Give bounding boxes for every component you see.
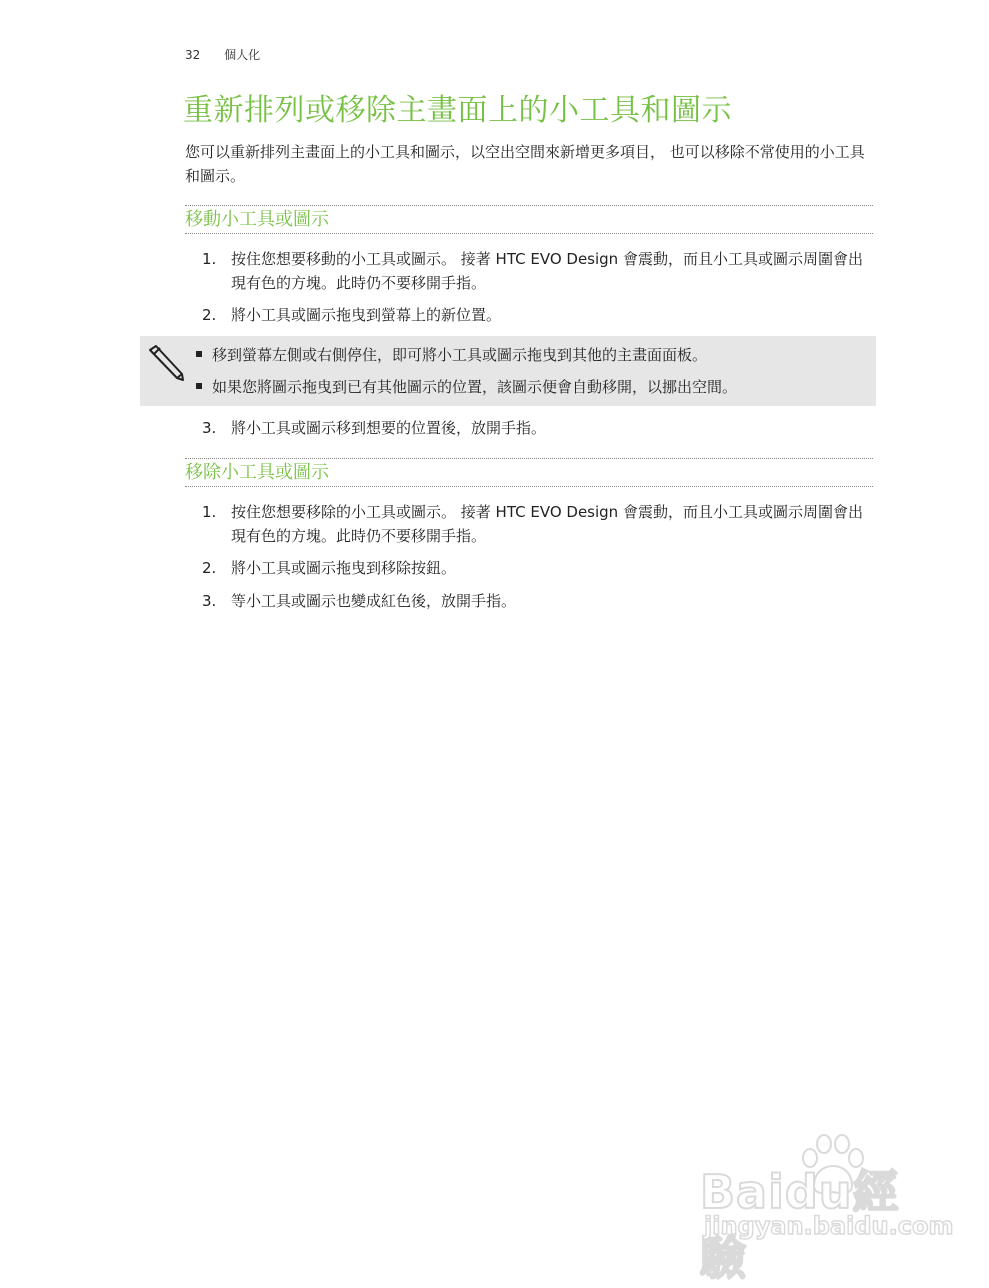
note-bullet — [196, 344, 707, 366]
note-bullet-text: 如果您將圖示拖曳到已有其他圖示的位置，該圖示便會自動移開，以挪出空間。 — [212, 378, 738, 396]
baidu-watermark — [700, 1130, 954, 1285]
remove-step-3 — [202, 589, 874, 613]
intro-paragraph: 您可以重新排列主畫面上的小工具和圖示，以空出空間來新增更多項目， 也可以移除不常使用的小工具和圖示。 — [185, 143, 865, 185]
watermark-brand: Baidu經驗 — [700, 1165, 900, 1285]
chapter-name: 個人化 — [224, 48, 261, 62]
step-text: 將小工具或圖示拖曳到螢幕上的新位置。 — [231, 306, 502, 324]
step-number: 2. — [202, 306, 217, 324]
move-step-3 — [202, 416, 874, 440]
step-number: 3. — [202, 419, 217, 437]
step-text: 等小工具或圖示也變成紅色後，放開手指。 — [231, 592, 517, 610]
move-step-1 — [202, 247, 874, 295]
page-title: 重新排列或移除主畫面上的小工具和圖示 — [183, 93, 732, 128]
note-bullet-text: 移到螢幕左側或右側停住，即可將小工具或圖示拖曳到其他的主畫面面板。 — [212, 346, 708, 364]
step-text: 按住您想要移除的小工具或圖示。 接著 HTC EVO Design 會震動，而且小工具或圖示周圍會出現有色的方塊。此時仍不要移開手指。 — [231, 503, 863, 545]
bullet-marker — [196, 383, 202, 389]
step-text: 將小工具或圖示移到想要的位置後，放開手指。 — [231, 419, 547, 437]
remove-section-heading: 移除小工具或圖示 — [185, 458, 873, 487]
remove-step-2 — [202, 556, 874, 580]
pencil-icon — [146, 342, 186, 382]
step-text: 將小工具或圖示拖曳到移除按鈕。 — [231, 559, 457, 577]
step-text: 按住您想要移動的小工具或圖示。 接著 HTC EVO Design 會震動，而且小工具或圖示周圍會出現有色的方塊。此時仍不要移開手指。 — [231, 250, 863, 292]
remove-step-1 — [202, 500, 874, 548]
page-header — [185, 46, 260, 63]
move-section-heading: 移動小工具或圖示 — [185, 205, 873, 234]
step-number: 1. — [202, 250, 217, 268]
step-number: 2. — [202, 559, 217, 577]
page-number: 32 — [185, 48, 201, 62]
step-number: 3. — [202, 592, 217, 610]
step-number: 1. — [202, 503, 217, 521]
note-bullet — [196, 376, 737, 398]
bullet-marker — [196, 351, 202, 357]
note-box — [140, 336, 876, 406]
watermark-url: jingyan.baidu.com — [704, 1212, 954, 1240]
move-step-2 — [202, 303, 874, 327]
